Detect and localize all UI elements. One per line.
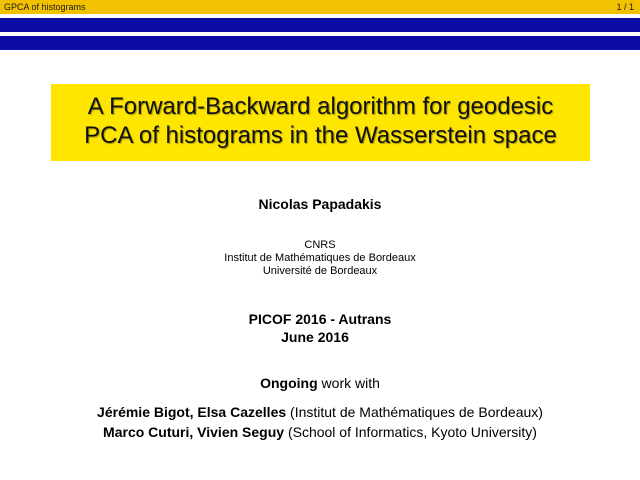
conference-date: June 2016 <box>281 329 349 345</box>
collaboration-intro <box>0 375 640 391</box>
collaboration-intro-bold: Ongoing <box>260 375 318 391</box>
header-stripe-blue-1 <box>0 18 640 32</box>
collaborator-names: Marco Cuturi, Vivien Seguy <box>103 424 285 440</box>
collaborator-institution: (Institut de Mathématiques de Bordeaux) <box>286 404 543 420</box>
affiliation-line-2: Institut de Mathématiques de Bordeaux <box>224 252 416 264</box>
title-line-2: PCA of histograms in the Wasserstein space <box>84 122 557 149</box>
collaboration-intro-rest: work with <box>317 375 380 391</box>
affiliation-line-3: Université de Bordeaux <box>262 265 378 277</box>
header-bar <box>0 0 640 14</box>
affiliation-line-1: CNRS <box>304 239 336 251</box>
collaborator-institution: (School of Informatics, Kyoto University) <box>284 424 537 440</box>
author-name: Nicolas Papadakis <box>258 196 382 212</box>
title-line-1: A Forward-Backward algorithm for geodesic <box>87 93 554 120</box>
page-counter: 1 / 1 <box>616 2 634 12</box>
collaborator-line-2 <box>0 423 640 442</box>
header-stripe-blue-2 <box>0 36 640 50</box>
title-box <box>51 84 590 161</box>
collaborator-line-1 <box>0 403 640 422</box>
conference-name: PICOF 2016 - Autrans <box>248 311 392 327</box>
collaborator-names: Jérémie Bigot, Elsa Cazelles <box>97 404 287 420</box>
short-title: GPCA of histograms <box>4 2 86 12</box>
